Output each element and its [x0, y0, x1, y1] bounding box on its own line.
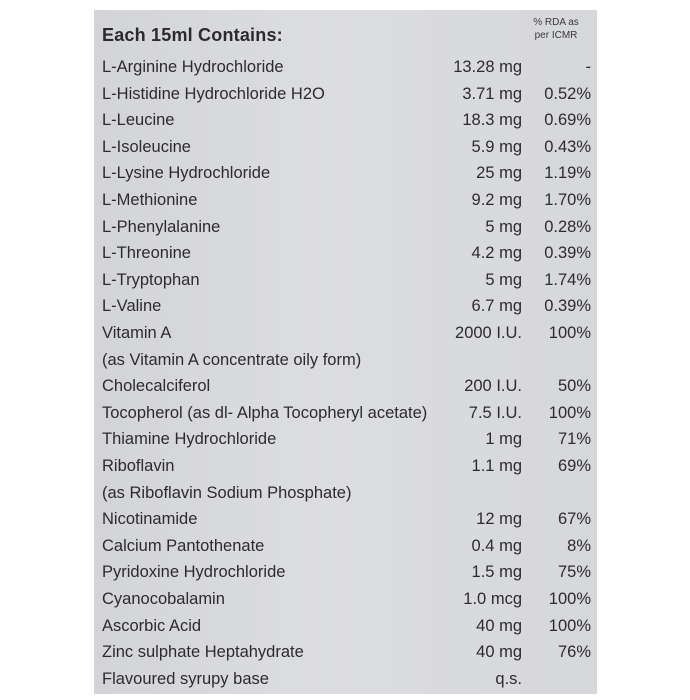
ingredient-name: L-Phenylalanine [102, 218, 221, 236]
ingredient-rda: 100% [548, 617, 591, 635]
ingredient-row [94, 240, 597, 266]
ingredient-name: (as Vitamin A concentrate oily form) [102, 351, 362, 369]
ingredient-quantity: 1 mg [485, 430, 522, 448]
composition-label [94, 10, 597, 694]
ingredient-name: Vitamin A [102, 324, 172, 342]
ingredient-row [94, 320, 597, 346]
ingredient-name: Pyridoxine Hydrochloride [102, 563, 286, 581]
ingredient-row [94, 81, 597, 107]
ingredient-rda: 71% [557, 430, 591, 448]
ingredient-quantity: 5 mg [485, 218, 522, 236]
ingredient-name: Zinc sulphate Heptahydrate [102, 643, 304, 661]
ingredient-quantity: 18.3 mg [462, 111, 522, 129]
ingredient-rda: 0.39% [544, 297, 591, 315]
ingredient-quantity: 2000 I.U. [455, 324, 522, 342]
ingredient-rda: 67% [557, 510, 591, 528]
ingredient-rda: 100% [548, 590, 591, 608]
ingredient-row [94, 559, 597, 585]
ingredient-row [94, 480, 597, 506]
ingredient-quantity: 13.28 mg [453, 58, 522, 76]
ingredient-quantity: 5.9 mg [471, 138, 522, 156]
ingredient-name: Flavoured syrupy base [102, 670, 269, 688]
ingredient-quantity: 25 mg [476, 164, 522, 182]
ingredient-row [94, 453, 597, 479]
ingredient-row [94, 267, 597, 293]
ingredient-row [94, 293, 597, 319]
rda-column-header [521, 16, 591, 42]
ingredient-name: L-Leucine [102, 111, 175, 129]
ingredient-quantity: 6.7 mg [471, 297, 522, 315]
ingredient-rda: 8% [567, 537, 591, 555]
ingredient-name: Ascorbic Acid [102, 617, 202, 635]
ingredient-row [94, 347, 597, 373]
ingredient-quantity: q.s. [495, 670, 522, 688]
ingredient-name: L-Tryptophan [102, 271, 200, 289]
ingredient-quantity: 40 mg [476, 643, 522, 661]
ingredient-row [94, 666, 597, 692]
ingredient-name: Thiamine Hydrochloride [102, 430, 277, 448]
ingredient-quantity: 0.4 mg [471, 537, 522, 555]
ingredient-name: Riboflavin [102, 457, 175, 475]
ingredient-row [94, 613, 597, 639]
ingredient-rda: 50% [557, 377, 591, 395]
ingredient-name: L-Histidine Hydrochloride H2O [102, 85, 325, 103]
ingredient-row [94, 187, 597, 213]
ingredient-rda: 1.70% [544, 191, 591, 209]
ingredient-name: L-Arginine Hydrochloride [102, 58, 284, 76]
ingredient-rda: 0.52% [544, 85, 591, 103]
ingredient-name: Calcium Pantothenate [102, 537, 265, 555]
ingredient-row [94, 160, 597, 186]
ingredient-name: L-Valine [102, 297, 162, 315]
ingredient-row [94, 639, 597, 665]
ingredient-name: L-Lysine Hydrochloride [102, 164, 271, 182]
ingredient-row [94, 107, 597, 133]
ingredient-quantity: 4.2 mg [471, 244, 522, 262]
rda-header-line1: % RDA as [533, 17, 579, 28]
ingredient-quantity: 3.71 mg [462, 85, 522, 103]
ingredient-row [94, 400, 597, 426]
ingredient-rda: 100% [548, 324, 591, 342]
ingredient-quantity: 7.5 I.U. [468, 404, 522, 422]
ingredient-quantity: 9.2 mg [471, 191, 522, 209]
ingredient-quantity: 1.5 mg [471, 563, 522, 581]
ingredient-row [94, 586, 597, 612]
ingredient-name: Tocopherol (as dl- Alpha Tocopheryl acetate) [102, 404, 428, 422]
ingredient-name: L-Threonine [102, 244, 191, 262]
ingredient-quantity: 200 I.U. [464, 377, 522, 395]
ingredient-name: Nicotinamide [102, 510, 198, 528]
ingredient-row [94, 533, 597, 559]
ingredient-name: (as Riboflavin Sodium Phosphate) [102, 484, 352, 502]
ingredient-rda: 0.28% [544, 218, 591, 236]
ingredient-rda: - [585, 58, 591, 76]
ingredient-row [94, 426, 597, 452]
ingredient-row [94, 214, 597, 240]
ingredient-quantity: 12 mg [476, 510, 522, 528]
ingredient-rda: 69% [557, 457, 591, 475]
ingredient-name: Cholecalciferol [102, 377, 211, 395]
ingredient-rda: 1.74% [544, 271, 591, 289]
ingredient-quantity: 40 mg [476, 617, 522, 635]
ingredient-row [94, 54, 597, 80]
ingredient-rda: 0.43% [544, 138, 591, 156]
ingredient-row [94, 373, 597, 399]
rda-header-line2: per ICMR [534, 30, 578, 41]
ingredient-rda: 100% [548, 404, 591, 422]
ingredient-rda: 0.69% [544, 111, 591, 129]
ingredient-row [94, 506, 597, 532]
ingredient-name: L-Isoleucine [102, 138, 191, 156]
ingredient-rda: 0.39% [544, 244, 591, 262]
ingredient-name: L-Methionine [102, 191, 198, 209]
ingredient-quantity: 5 mg [485, 271, 522, 289]
ingredient-rda: 75% [557, 563, 591, 581]
table-title: Each 15ml Contains: [102, 25, 283, 45]
ingredient-rda: 1.19% [544, 164, 591, 182]
ingredient-rda: 76% [557, 643, 591, 661]
ingredient-quantity: 1.0 mcg [463, 590, 522, 608]
ingredient-quantity: 1.1 mg [471, 457, 522, 475]
ingredient-name: Cyanocobalamin [102, 590, 225, 608]
ingredient-row [94, 134, 597, 160]
